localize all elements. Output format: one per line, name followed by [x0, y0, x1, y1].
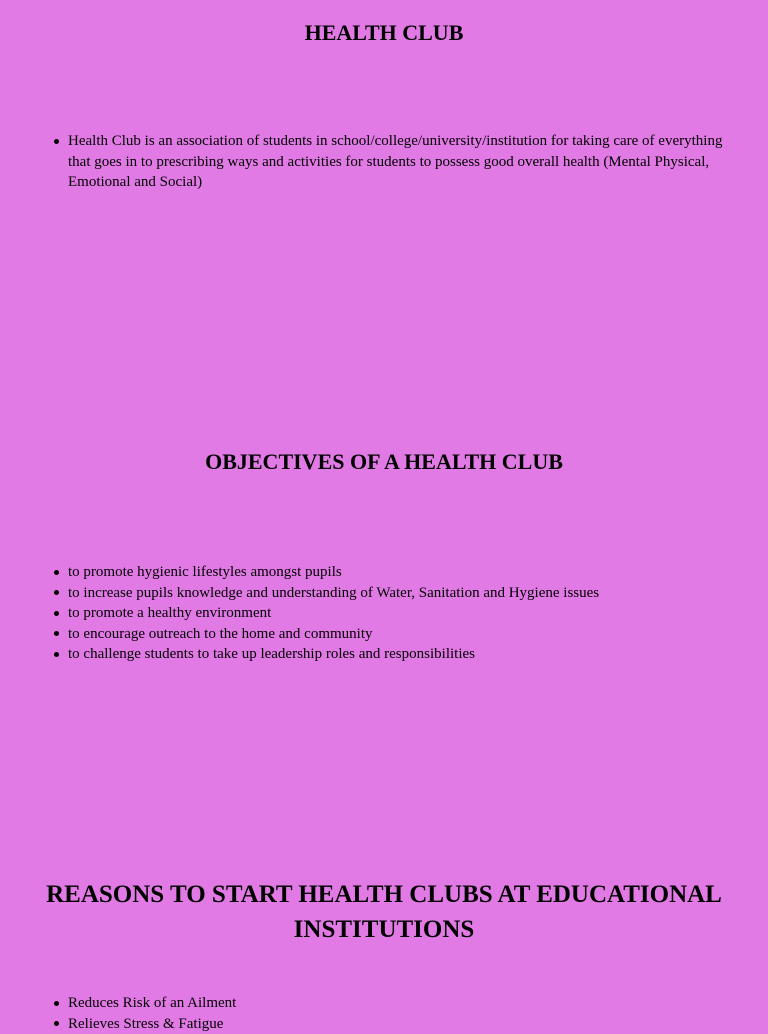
list-item [68, 644, 748, 665]
list-item-text: to increase pupils knowledge and understanding of Water, Sanitation and Hygiene issues [68, 584, 600, 601]
section-heading-objectives: OBJECTIVES OF A HEALTH CLUB [205, 449, 563, 474]
objectives-list [48, 562, 748, 665]
list-item [68, 583, 748, 604]
bullet-icon [54, 652, 59, 657]
bullet-icon [54, 631, 59, 636]
bullet-icon [54, 139, 59, 144]
list-item [68, 131, 748, 193]
list-item-text: to promote a healthy environment [68, 605, 272, 622]
list-item [68, 624, 748, 645]
reasons-list [48, 993, 748, 1034]
list-item-text: Relieves Stress & Fatigue [68, 1015, 224, 1032]
list-item [68, 993, 748, 1014]
list-item [68, 562, 748, 583]
section-heading-health-club: HEALTH CLUB [304, 20, 464, 45]
bullet-icon [54, 590, 59, 595]
list-item-text: Health Club is an association of students in school/college/university/institution for taking care of everything that goes in to prescribing ways and activities for students to possess good overall health (Mental Physical, Emotional and Social) [68, 133, 723, 191]
bullet-icon [54, 570, 59, 575]
list-item-text: to encourage outreach to the home and community [68, 625, 373, 642]
list-item [68, 603, 748, 624]
list-item-text: to promote hygienic lifestyles amongst pupils [68, 564, 342, 580]
list-item-text: to challenge students to take up leadership roles and responsibilities [68, 646, 475, 663]
list-item-text: Reduces Risk of an Ailment [68, 995, 237, 1011]
section-heading-reasons: REASONS TO START HEALTH CLUBS AT EDUCATIONAL INSTITUTIONS [46, 881, 722, 943]
definition-list [48, 131, 748, 193]
bullet-icon [54, 611, 59, 616]
bullet-icon [54, 1001, 59, 1006]
